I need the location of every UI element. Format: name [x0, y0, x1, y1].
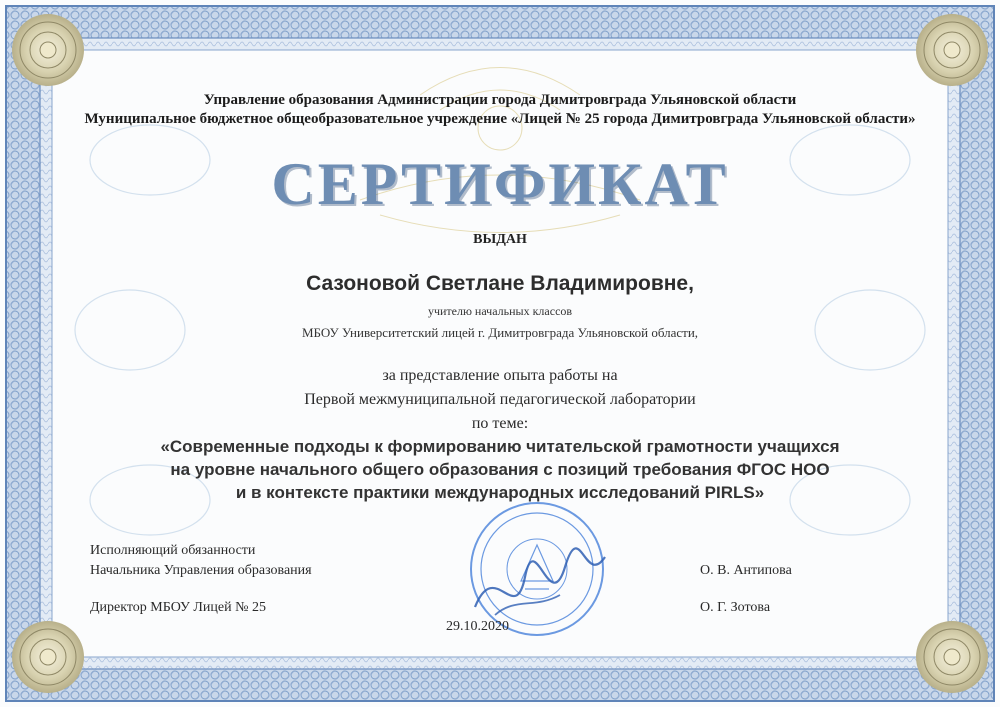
topic-line-1: «Современные подходы к формированию читательской грамотности учащихся	[160, 437, 840, 456]
signer2-role: Директор МБОУ Лицей № 25	[90, 600, 266, 615]
recipient-school: МБОУ Университетский лицей г. Димитровграда Ульяновской области,	[301, 325, 699, 340]
topic-line-2: на уровне начального общего образования с позиций требования ФГОС НОО	[170, 460, 830, 479]
signature-stroke	[475, 548, 605, 607]
reason-line-2: Первой межмуниципальной педагогической лаборатории	[304, 391, 696, 408]
organization-line-2: Муниципальное бюджетное общеобразовательное учреждение «Лицей № 25 города Димитровграда Ульяновской области»	[84, 111, 916, 127]
issued-label: ВЫДАН	[473, 232, 527, 247]
certificate-title: СЕРТИФИКАТ	[271, 151, 729, 217]
organization-line-1: Управление образования Администрации города Димитровграда Ульяновской области	[203, 92, 797, 108]
reason-line-1: за представление опыта работы на	[382, 367, 618, 384]
signer2-name: О. Г. Зотова	[700, 600, 771, 615]
recipient-name: Сазоновой Светлане Владимировне,	[306, 272, 694, 295]
corner-rosette-top-left	[12, 14, 84, 86]
signer1-role-line-2: Начальника Управления образования	[90, 563, 312, 578]
reason-line-3: по теме:	[471, 415, 529, 432]
topic-line-3: и в контексте практики международных исследований PIRLS»	[235, 483, 765, 502]
issue-date: 29.10.2020	[446, 619, 509, 634]
recipient-position: учителю начальных классов	[427, 304, 573, 318]
signer1-role-line-1: Исполняющий обязанности	[90, 543, 256, 558]
signer1-name: О. В. Антипова	[700, 563, 792, 578]
